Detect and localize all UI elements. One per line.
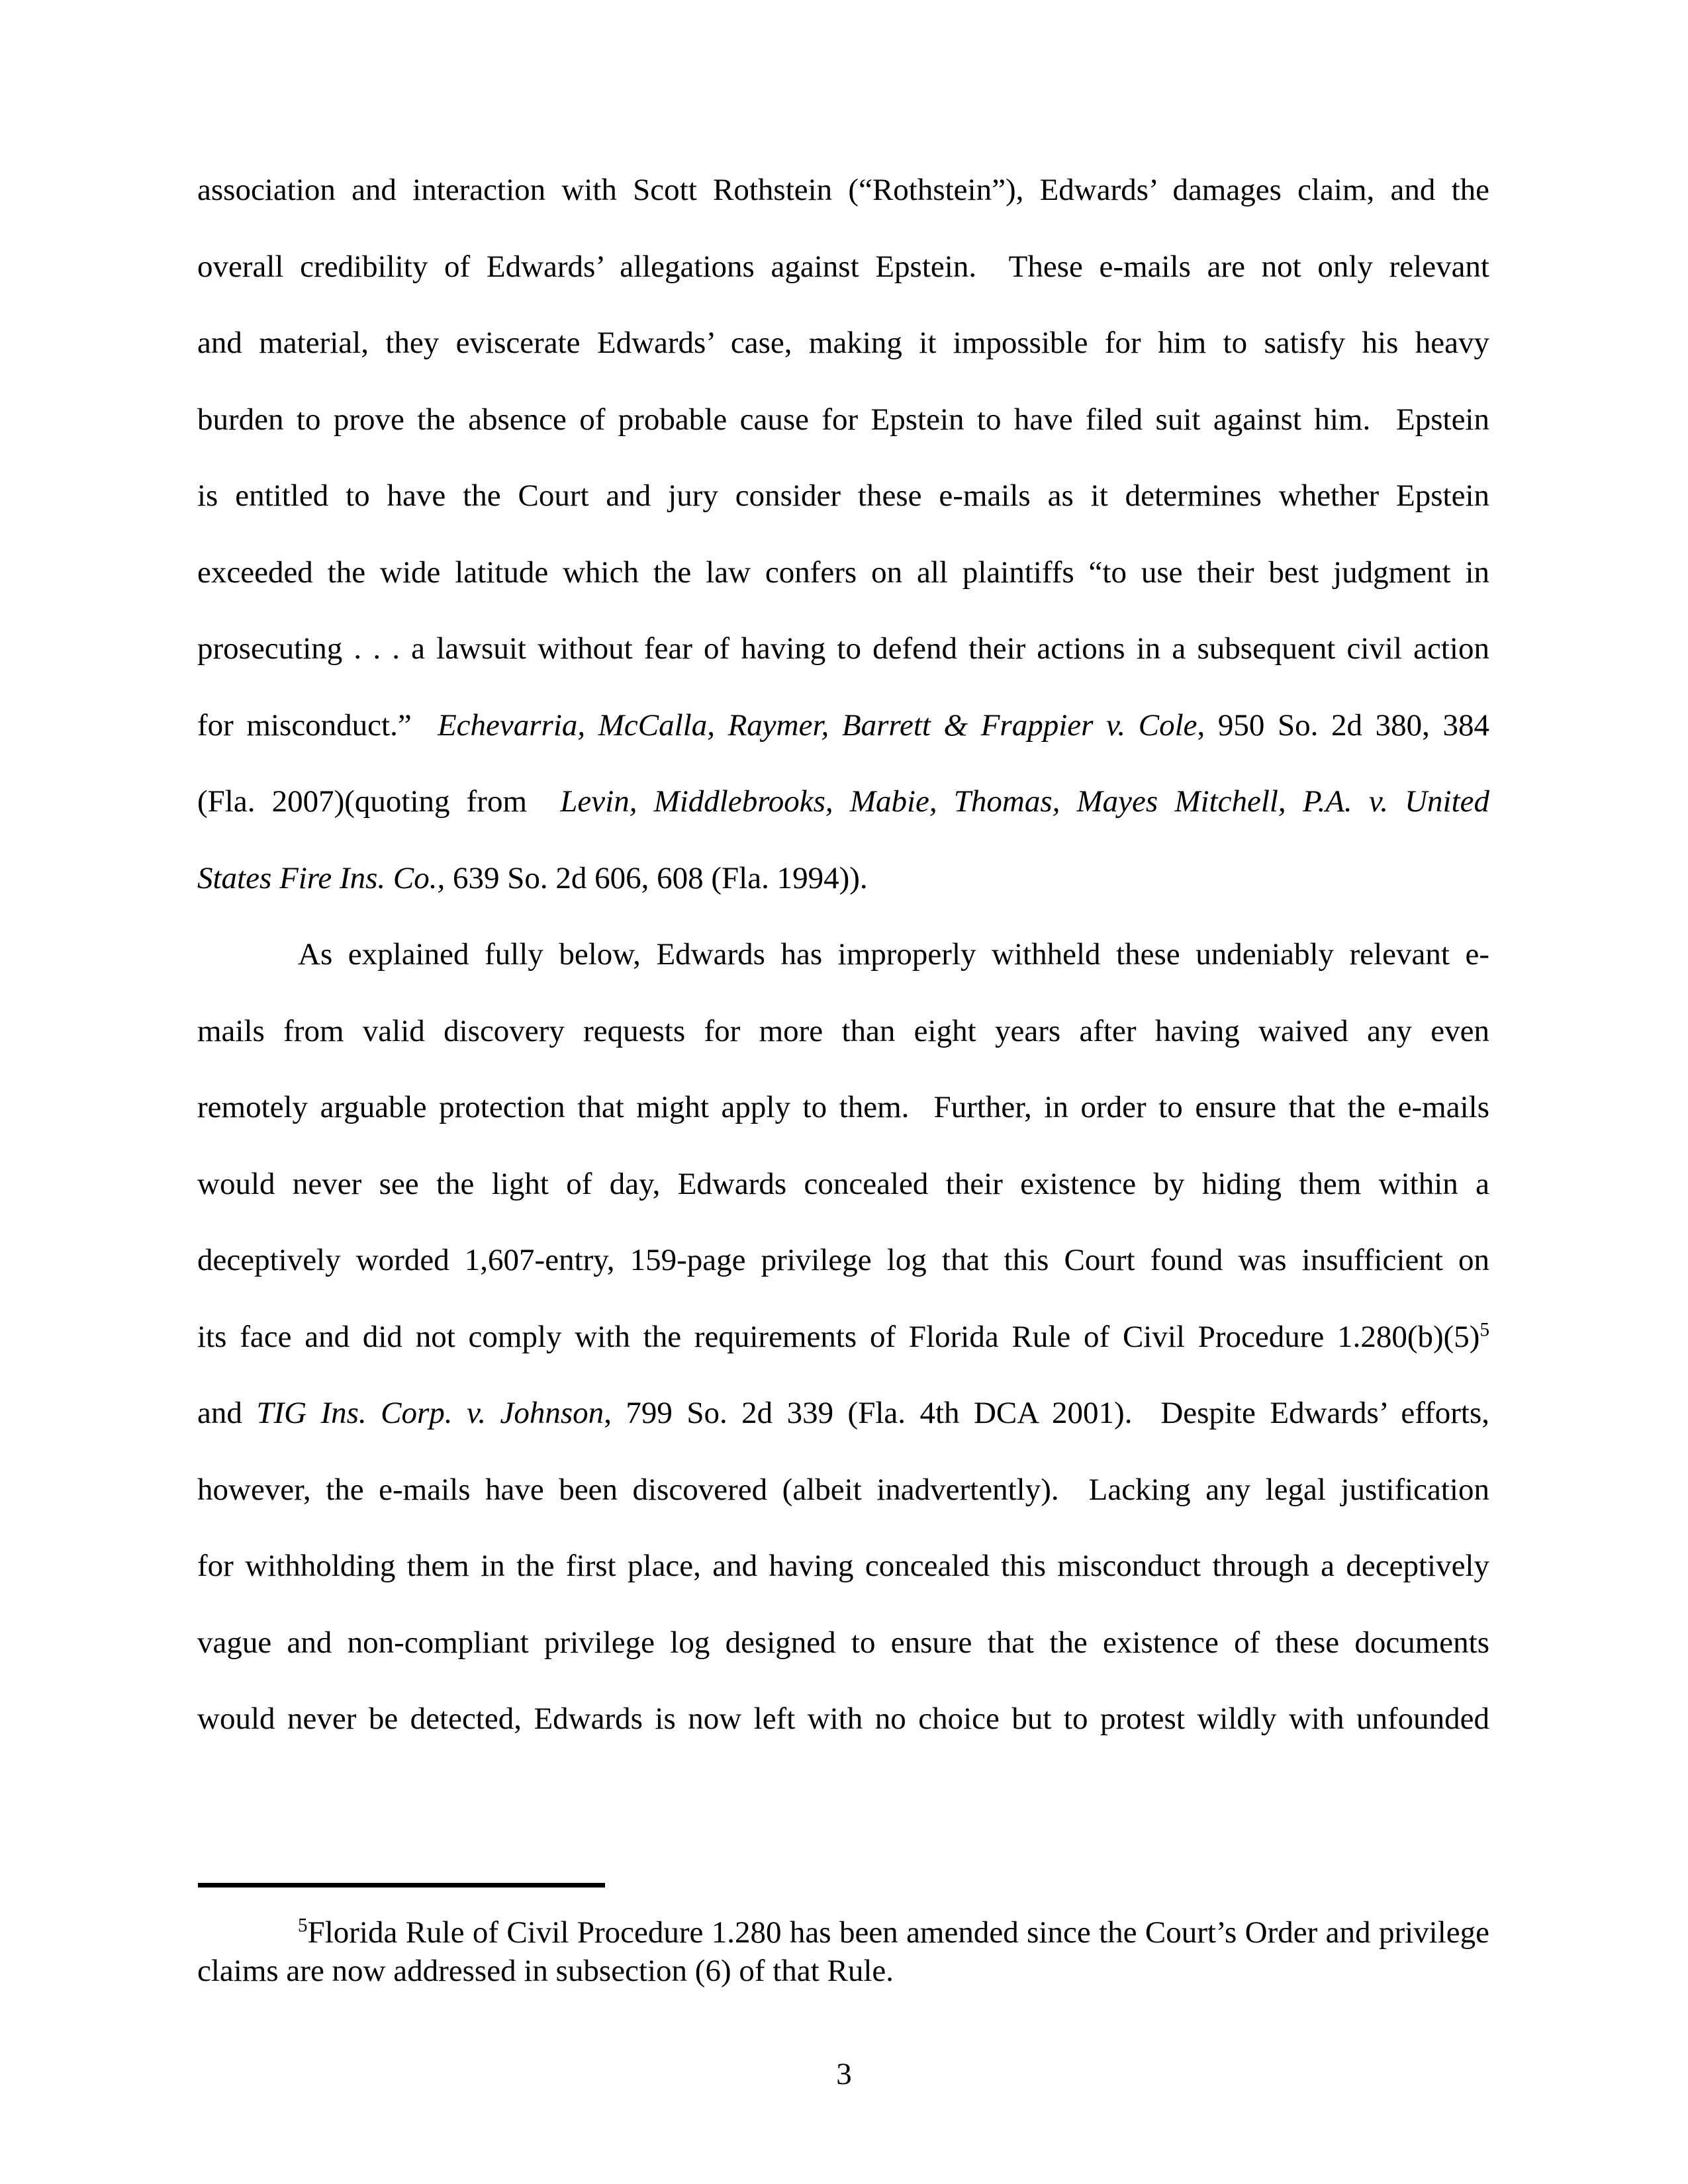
text-segment: vague and non-compliant privilege log designed to ensure that the existence of these documents bbox=[197, 1625, 1489, 1660]
text-segment: prosecuting . . . a lawsuit without fear of having to defend their actions in a subsequent civil action bbox=[197, 631, 1489, 666]
text-segment: and bbox=[197, 1396, 257, 1430]
text-segment: mails from valid discovery requests for more than eight years after having waived any even bbox=[197, 1013, 1489, 1048]
case-citation: Levin, Middlebrooks, Mabie, Thomas, Mayes Mitchell, P.A. v. United bbox=[560, 784, 1489, 819]
case-citation: Echevarria, McCalla, Raymer, Barrett & Frappier v. Cole bbox=[437, 707, 1197, 743]
text-line bbox=[197, 535, 1489, 612]
text-line bbox=[197, 1528, 1489, 1605]
text-line bbox=[197, 382, 1489, 459]
text-line bbox=[197, 993, 1489, 1070]
text-segment: for withholding them in the first place, and having concealed this misconduct through a deceptively bbox=[197, 1549, 1489, 1583]
text-line bbox=[197, 611, 1489, 688]
text-line bbox=[197, 229, 1489, 306]
text-line bbox=[197, 1375, 1489, 1452]
text-line bbox=[197, 688, 1489, 764]
text-segment: would never be detected, Edwards is now left with no choice but to protest wildly with unfounded bbox=[197, 1702, 1489, 1736]
footnote-separator bbox=[198, 1883, 605, 1888]
footnote-text bbox=[197, 1914, 1489, 1990]
text-segment: would never see the light of day, Edwards concealed their existence by hiding them within a bbox=[197, 1166, 1489, 1201]
text-segment: claims are now addressed in subsection (6) of that Rule. bbox=[197, 1953, 894, 1988]
text-segment: burden to prove the absence of probable cause for Epstein to have filed suit against him. Epstein bbox=[197, 402, 1489, 437]
text-segment: is entitled to have the Court and jury consider these e-mails as it determines whether Epstein bbox=[197, 478, 1489, 513]
text-segment: overall credibility of Edwards’ allegations against Epstein. These e-mails are not only relevant bbox=[197, 249, 1489, 284]
case-citation: States Fire Ins. Co., bbox=[197, 860, 445, 895]
text-line bbox=[197, 917, 1489, 993]
text-line bbox=[197, 1146, 1489, 1223]
text-line bbox=[197, 1069, 1489, 1146]
text-segment: its face and did not comply with the requirements of Florida Rule of Civil Procedure 1.280(b)(5) bbox=[197, 1319, 1480, 1354]
text-line bbox=[197, 1222, 1489, 1299]
footnote-reference: 5 bbox=[1479, 1318, 1489, 1340]
text-segment: exceeded the wide latitude which the law confers on all plaintiffs “to use their best judgment in bbox=[197, 555, 1489, 590]
text-segment: and material, they eviscerate Edwards’ case, making it impossible for him to satisfy his heavy bbox=[197, 326, 1489, 360]
text-segment: for misconduct.” bbox=[197, 707, 438, 743]
text-line bbox=[197, 458, 1489, 535]
text-line bbox=[197, 1914, 1489, 1952]
text-segment: (Fla. 2007)(quoting from bbox=[197, 784, 561, 819]
text-segment: however, the e-mails have been discovered (albeit inadvertently). Lacking any legal justification bbox=[197, 1472, 1489, 1507]
text-line bbox=[197, 1452, 1489, 1529]
text-segment: Florida Rule of Civil Procedure 1.280 has been amended since the Court’s Order and privilege bbox=[307, 1915, 1489, 1950]
page-number: 3 bbox=[836, 2057, 852, 2091]
text-segment: association and interaction with Scott Rothstein (“Rothstein”), Edwards’ damages claim, and the bbox=[197, 173, 1489, 207]
text-segment: As explained fully below, Edwards has improperly withheld these undeniably relevant e- bbox=[298, 937, 1489, 972]
text-line bbox=[197, 764, 1489, 841]
text-segment: 639 So. 2d 606, 608 (Fla. 1994)). bbox=[445, 860, 868, 895]
text-line bbox=[197, 841, 1489, 917]
text-line bbox=[197, 1299, 1489, 1376]
text-line bbox=[197, 305, 1489, 382]
text-line bbox=[197, 1605, 1489, 1682]
text-segment: , 799 So. 2d 339 (Fla. 4th DCA 2001). Despite Edwards’ efforts, bbox=[604, 1396, 1489, 1430]
case-citation: TIG Ins. Corp. v. Johnson bbox=[256, 1396, 604, 1430]
text-segment: remotely arguable protection that might apply to them. Further, in order to ensure that the e-mails bbox=[197, 1090, 1489, 1124]
footnote-reference: 5 bbox=[298, 1915, 308, 1936]
body-text bbox=[197, 152, 1489, 1758]
text-segment: deceptively worded 1,607-entry, 159-page privilege log that this Court found was insufficient on bbox=[197, 1243, 1489, 1277]
text-line bbox=[197, 152, 1489, 229]
text-segment: , 950 So. 2d 380, 384 bbox=[1197, 707, 1490, 743]
text-line bbox=[197, 1952, 1489, 1991]
text-line bbox=[197, 1681, 1489, 1758]
